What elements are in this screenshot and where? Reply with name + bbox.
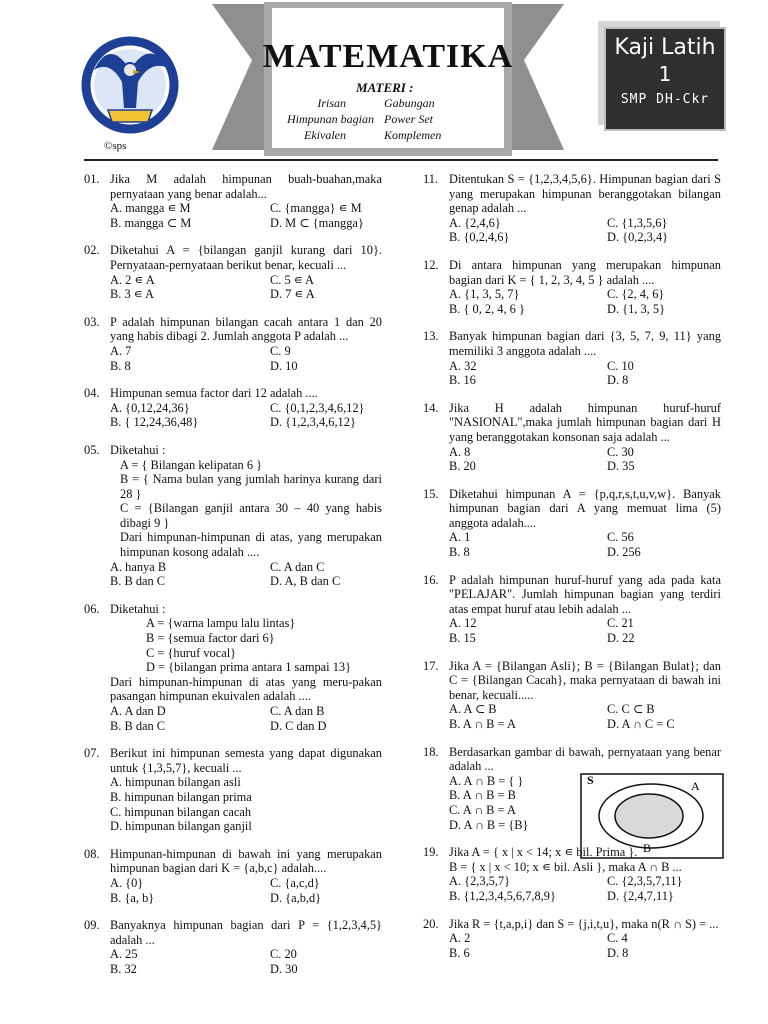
question-number: 13.: [423, 329, 439, 344]
question: [84, 602, 382, 733]
option: A. 7: [110, 343, 132, 358]
option: A. 8: [449, 444, 471, 459]
option: D. M ⊂ {mangga}: [270, 215, 364, 230]
question: [423, 329, 721, 387]
option: D. 22: [607, 631, 635, 646]
venn-label-b: B: [643, 840, 652, 855]
option: D. 10: [270, 358, 298, 373]
option: C. A dan C: [270, 559, 325, 574]
options: [110, 947, 382, 976]
option: D. 8: [607, 945, 629, 960]
option: C. {a,c,d}: [270, 875, 320, 890]
question-number: 05.: [84, 442, 100, 457]
option: C. 21: [607, 616, 634, 631]
option: C. 20: [270, 947, 297, 962]
question: [84, 847, 382, 905]
option: A. 25: [110, 947, 138, 962]
worksheet-header: [0, 0, 768, 165]
question-number: 07.: [84, 746, 100, 761]
option: B. { 12,24,36,48}: [110, 415, 199, 430]
question-text: Himpunan semua factor dari 12 adalah ....: [110, 386, 318, 401]
option: C. C ⊂ B: [607, 702, 655, 717]
question-text: Jika A = { x | x < 14; x ∊ bil. Prima }.: [449, 845, 638, 860]
header-divider: [84, 159, 718, 161]
option: A. mangga ∊ M: [110, 201, 191, 216]
option: A. 32: [449, 358, 477, 373]
options: [110, 560, 382, 589]
question-text: Banyak himpunan bagian dari {3, 5, 7, 9, 11} yang memiliki 3 anggota adalah ....: [449, 329, 721, 358]
question-number: 04.: [84, 386, 100, 401]
option: A. 12: [449, 616, 477, 631]
school-logo-eagle-icon: [80, 30, 180, 140]
option: A. {1, 3, 5, 7}: [449, 287, 520, 302]
option: A. {2,4,6}: [449, 215, 501, 230]
question-line: C = {Bilangan ganjil antara 30 – 40 yang habis dibagi 9 }: [120, 501, 382, 530]
option: B. {a, b}: [110, 890, 155, 905]
option: D. 7 ∊ A: [270, 287, 315, 302]
option: B. {0,2,4,6}: [449, 230, 510, 245]
question: [84, 315, 382, 373]
option: B. 20: [449, 459, 476, 474]
question-line: A = { Bilangan kelipatan 6 }: [120, 457, 263, 472]
option: C. 10: [607, 358, 634, 373]
option: B. 8: [110, 358, 131, 373]
option: B. B dan C: [110, 718, 166, 733]
materi-topic: Power Set: [384, 112, 433, 126]
option: C. {0,1,2,3,4,6,12}: [270, 400, 365, 415]
option: D. {0,2,3,4}: [607, 230, 669, 245]
option: A. {2,3,5,7}: [449, 874, 511, 889]
question-number: 12.: [423, 257, 439, 272]
option: B. 3 ∊ A: [110, 287, 155, 302]
question: [423, 845, 721, 903]
question-text: P adalah himpunan huruf-huruf yang ada pada kata "PELAJAR". Jumlah himpunan bagian yang terdiri atas empat huruf atau lebih adalah ...: [449, 572, 721, 616]
materi-topic-list: [280, 96, 500, 143]
option: D. A, B dan C: [270, 574, 341, 589]
option: D. C dan D: [270, 718, 327, 733]
question-line: Dari himpunan-himpunan di atas yang meru-pakan pasangan himpunan ekuivalen adalah ....: [110, 674, 382, 704]
option: B. A ∩ B = A: [449, 717, 516, 731]
question-text: Diketahui A = {bilangan ganjil kurang dari 10}. Pernyataan-pernyataan berikut benar, kecuali ...: [110, 243, 382, 272]
option: A. A ⊂ B: [449, 702, 497, 717]
option: A. {0}: [110, 875, 144, 890]
option: B. 6: [449, 945, 470, 960]
option: A. 2 ∊ A: [110, 272, 155, 287]
venn-label-s: S: [587, 772, 594, 787]
option: D. 256: [607, 545, 641, 560]
option: C. A ∩ B = A: [449, 802, 516, 817]
question-number: 02.: [84, 243, 100, 258]
page-title: MATEMATIKA: [262, 38, 514, 75]
question: [423, 172, 721, 245]
kaji-title: Kaji Latih: [614, 35, 716, 60]
question-text: Jika R = {t,a,p,i} dan S = {j,i,t,u}, maka n(R ∩ S) = ...: [449, 916, 719, 931]
options: [110, 704, 382, 733]
materi-topic: Gabungan: [384, 96, 435, 110]
option: B. himpunan bilangan prima: [110, 789, 252, 804]
question-text: Jika M adalah himpunan buah-buahan,maka pernyataan yang benar adalah...: [110, 172, 382, 201]
option: C. {mangga} ∊ M: [270, 201, 362, 216]
question-text: Berdasarkan gambar di bawah, pernyataan yang benar adalah ...: [449, 744, 721, 774]
options: [449, 931, 721, 960]
copyright-text: ©sps: [104, 140, 127, 152]
option: D. {1,2,3,4,6,12}: [270, 415, 356, 430]
kaji-number: 1: [658, 62, 672, 86]
question: [423, 487, 721, 560]
kaji-latih-badge: [604, 27, 726, 131]
materi-topic: Irisan: [317, 96, 346, 110]
option: D. A ∩ C = C: [607, 717, 675, 731]
question-number: 14.: [423, 400, 439, 415]
option: D. 30: [270, 961, 298, 976]
options: [449, 874, 721, 903]
option: D. {1, 3, 5}: [607, 301, 666, 316]
question-text: Jika H adalah himpunan huruf-huruf "NASIONAL",maka jumlah himpunan bagian dari H yang beranggotakan konsonan saja adalah ...: [449, 400, 721, 444]
options: [110, 201, 382, 230]
option: B. 32: [110, 961, 137, 976]
question: [423, 659, 721, 732]
option: C. himpunan bilangan cacah: [110, 804, 252, 819]
option: D. 8: [607, 373, 629, 388]
option: B. 16: [449, 373, 476, 388]
option: A. 1: [449, 530, 471, 545]
question-number: 19.: [423, 845, 439, 860]
question: [84, 243, 382, 301]
option: A. {0,12,24,36}: [110, 400, 190, 415]
option: C. {2,3,5,7,11}: [607, 874, 683, 889]
option: B. {1,2,3,4,5,6,7,8,9}: [449, 888, 556, 903]
option: C. 30: [607, 444, 634, 459]
option: D. 35: [607, 459, 635, 474]
question: [423, 573, 721, 646]
question-number: 18.: [423, 744, 439, 759]
questions-left-column: [84, 172, 382, 990]
question-line: D = {bilangan prima antara 1 sampai 13}: [146, 660, 352, 675]
question-line: Dari himpunan-himpunan di atas, yang merupakan himpunan kosong adalah ....: [120, 530, 382, 560]
options: [449, 359, 721, 388]
option: D. A ∩ B = {B}: [449, 817, 529, 832]
options: [110, 273, 382, 302]
venn-set-b: [615, 794, 683, 838]
option: B. 8: [449, 545, 470, 560]
option: C. {1,3,5,6}: [607, 215, 668, 230]
question-number: 01.: [84, 172, 100, 186]
question-line: C = {huruf vocal}: [146, 645, 237, 660]
option: D. himpunan bilangan ganjil: [110, 819, 252, 834]
options: [449, 216, 721, 245]
question: [423, 258, 721, 316]
option: A. himpunan bilangan asli: [110, 775, 241, 790]
materi-label: MATERI :: [356, 80, 414, 95]
option: B. 15: [449, 631, 476, 646]
question-number: 20.: [423, 916, 439, 931]
venn-label-a: A: [691, 778, 700, 793]
question: [84, 386, 382, 430]
question-number: 16.: [423, 572, 439, 587]
question-line: A = {warna lampu lalu lintas}: [146, 616, 296, 631]
question: [84, 443, 382, 589]
question-text: Ditentukan S = {1,2,3,4,5,6}. Himpunan bagian dari S yang merupakan himpunan beranggotakan bilangan genap adalah ...: [449, 172, 721, 216]
question-text: Himpunan-himpunan di bawah ini yang merupakan himpunan bagian dari K = {a,b,c} adalah....: [110, 846, 382, 876]
options: [449, 530, 721, 559]
question-text: Banyaknya himpunan bagian dari P = {1,2,3,4,5} adalah ...: [110, 918, 382, 947]
question-line: B = { Nama bulan yang jumlah harinya kurang dari 28 }: [120, 472, 382, 501]
option: D. {a,b,d}: [270, 890, 322, 905]
option: D. {2,4,7,11}: [607, 888, 674, 903]
option: B. A ∩ B = B: [449, 788, 516, 803]
options: [449, 616, 721, 645]
option: A. A dan D: [110, 704, 166, 718]
option: B. B dan C: [110, 574, 166, 589]
option: A. A ∩ B = { }: [449, 773, 524, 788]
question: [423, 401, 721, 474]
question: [423, 917, 721, 961]
question-line: B = { x | x < 10; x ∊ bil. Asli }, maka A ∩ B ...: [449, 859, 682, 874]
option: C. 9: [270, 343, 291, 358]
option: C. A dan B: [270, 704, 325, 718]
materi-topic: Ekivalen: [304, 128, 346, 142]
options: [449, 445, 721, 474]
question-text: Diketahui :: [110, 601, 166, 616]
option: C. 56: [607, 530, 634, 545]
question: [84, 746, 382, 834]
options: [449, 702, 721, 731]
question: [84, 918, 382, 976]
question-text: Diketahui :: [110, 442, 166, 457]
option: C. 5 ∊ A: [270, 272, 315, 287]
question-number: 09.: [84, 918, 100, 933]
options: [110, 401, 382, 430]
question-text: Jika A = {Bilangan Asli}; B = {Bilangan Bulat}; dan C = {Bilangan Cacah}, maka pernyataan di bawah ini benar, kecuali.....: [449, 658, 721, 702]
question-number: 15.: [423, 486, 439, 501]
options: [110, 876, 382, 905]
question-number: 17.: [423, 658, 439, 673]
option: A. 2: [449, 931, 471, 946]
question-text: Berikut ini himpunan semesta yang dapat digunakan untuk {1,3,5,7}, kecuali ...: [110, 746, 382, 775]
options: [449, 287, 721, 316]
options: [110, 344, 382, 373]
question-text: Di antara himpunan yang merupakan himpunan bagian dari K = { 1, 2, 3, 4, 5 } adalah ....: [449, 257, 721, 287]
questions-right-column: [423, 172, 721, 973]
option: B. mangga ⊂ M: [110, 215, 192, 230]
question-number: 03.: [84, 314, 100, 329]
option: C. {2, 4, 6}: [607, 287, 665, 302]
question-text: Diketahui himpunan A = {p,q,r,s,t,u,v,w}. Banyak himpunan bagian dari A yang memuat lima (5) anggota adalah....: [449, 486, 721, 530]
materi-topic: Komplemen: [384, 128, 442, 142]
question-number: 08.: [84, 846, 100, 861]
materi-topic: Himpunan bagian: [287, 112, 374, 126]
option: A. hanya B: [110, 559, 167, 574]
kaji-subtitle: SMP DH-Ckr: [620, 92, 710, 107]
question-text: P adalah himpunan bilangan cacah antara 1 dan 20 yang habis dibagi 2. Jumlah anggota P adalah ...: [110, 314, 382, 344]
option: B. { 0, 2, 4, 6 }: [449, 301, 525, 316]
question-number: 11.: [423, 172, 439, 186]
question-number: 06.: [84, 601, 100, 616]
question: [84, 172, 382, 230]
option: C. 4: [607, 931, 628, 946]
question-line: B = {semua factor dari 6}: [146, 631, 275, 646]
